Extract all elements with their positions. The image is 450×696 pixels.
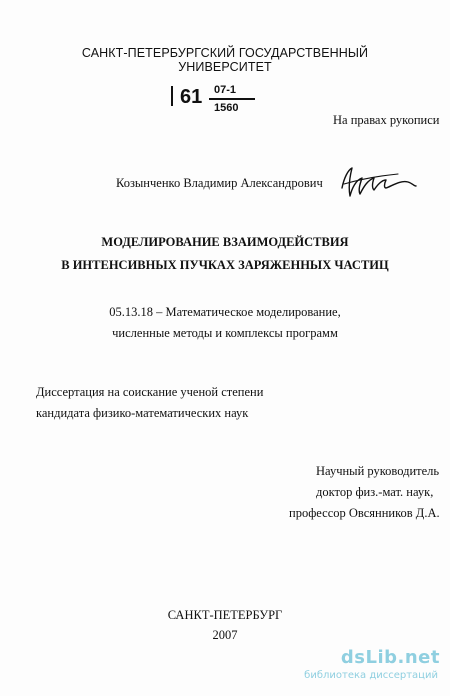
signature-icon <box>338 160 420 206</box>
university-name-line1: САНКТ-ПЕТЕРБУРГСКИЙ ГОСУДАРСТВЕННЫЙ <box>81 46 369 60</box>
stamp-fraction-line <box>209 98 255 100</box>
dissertation-title-line1: МОДЕЛИРОВАНИЕ ВЗАИМОДЕЙСТВИЯ <box>101 235 349 249</box>
degree-line1: Диссертация на соискание ученой степени <box>36 385 264 399</box>
advisor-label: Научный руководитель <box>316 464 440 478</box>
specialty-line1: 05.13.18 – Математическое моделирование, <box>109 305 341 319</box>
library-stamp <box>171 84 261 118</box>
watermark-caption: библиотека диссертаций <box>304 670 438 681</box>
city: САНКТ-ПЕТЕРБУРГ <box>167 608 283 622</box>
dissertation-title-line2: В ИНТЕНСИВНЫХ ПУЧКАХ ЗАРЯЖЕННЫХ ЧАСТИЦ <box>61 258 389 272</box>
stamp-numerator: 07-1 <box>214 84 237 96</box>
stamp-code: 61 <box>180 86 203 108</box>
advisor-degree: доктор физ.-мат. наук, <box>316 485 434 499</box>
author-name: Козынченко Владимир Александрович <box>116 176 323 190</box>
stamp-bracket <box>171 86 176 106</box>
advisor-name: профессор Овсянников Д.А. <box>289 506 440 520</box>
degree-line2: кандидата физико-математических наук <box>36 406 249 420</box>
specialty-line2: численные методы и комплексы программ <box>112 326 338 340</box>
university-name-line2: УНИВЕРСИТЕТ <box>178 60 272 74</box>
watermark-logo: dsLib.net <box>340 647 440 668</box>
watermark <box>304 647 440 686</box>
year: 2007 <box>212 628 238 642</box>
stamp-denominator: 1560 <box>214 102 239 114</box>
manuscript-rights-note: На правах рукописи <box>333 113 440 127</box>
